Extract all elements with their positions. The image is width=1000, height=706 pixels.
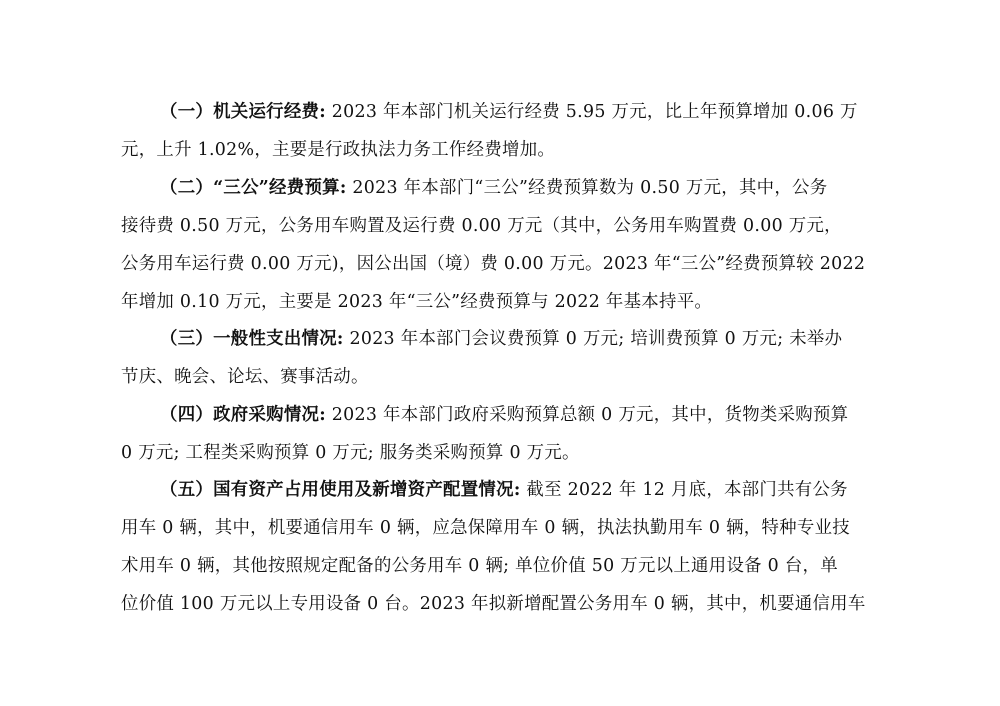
paragraph-5-line-3: 术用车 0 辆，其他按照规定配备的公务用车 0 辆; 单位价值 50 万元以上通用设备 0 台，单 [121,556,838,576]
paragraph-5-heading: （五）国有资产占用使用及新增资产配置情况: [160,480,521,500]
paragraph-1-text: 2023 年本部门机关运行经费 5.95 万元，比上年预算增加 0.06 万 [325,102,858,122]
paragraph-2-line-4: 年增加 0.10 万元，主要是 2023 年“三公”经费预算与 2022 年基本持平。 [121,292,713,312]
paragraph-1-heading: （一）机关运行经费: [160,102,326,122]
paragraph-5-line-1 [160,478,848,502]
paragraph-2-line-2: 接待费 0.50 万元，公务用车购置及运行费 0.00 万元（其中，公务用车购置费 0.00 万元， [121,216,842,236]
paragraph-5-text: 截至 2022 年 12 月底，本部门共有公务 [520,480,848,500]
paragraph-2-line-1 [160,176,827,200]
paragraph-5-line-2: 用车 0 辆，其中，机要通信用车 0 辆，应急保障用车 0 辆，执法执勤用车 0 辆，特种专业技 [121,518,850,538]
paragraph-3-heading: （三）一般性支出情况: [160,329,344,349]
paragraph-3-line-2: 节庆、晚会、论坛、赛事活动。 [121,367,369,387]
paragraph-4-line-1 [160,403,848,427]
paragraph-1-line-2: 元，上升 1.02%，主要是行政执法力务工作经费增加。 [121,140,556,160]
paragraph-1-line-1 [160,100,858,124]
paragraph-4-heading: （四）政府采购情况: [160,405,326,425]
paragraph-2-heading: （二）“三公”经费预算: [160,178,347,198]
paragraph-3-line-1 [160,327,842,351]
paragraph-2-line-3: 公务用车运行费 0.00 万元)，因公出国（境）费 0.00 万元。2023 年“三公”经费预算较 2022 [121,254,866,274]
paragraph-4-text: 2023 年本部门政府采购预算总额 0 万元，其中，货物类采购预算 [325,405,849,425]
paragraph-2-text: 2023 年本部门“三公”经费预算数为 0.50 万元，其中，公务 [346,178,828,198]
paragraph-4-line-2: 0 万元; 工程类采购预算 0 万元; 服务类采购预算 0 万元。 [121,443,580,463]
paragraph-5-line-4: 位价值 100 万元以上专用设备 0 台。2023 年拟新增配置公务用车 0 辆，其中，机要通信用车 [121,594,866,614]
paragraph-3-text: 2023 年本部门会议费预算 0 万元; 培训费预算 0 万元; 未举办 [343,329,843,349]
